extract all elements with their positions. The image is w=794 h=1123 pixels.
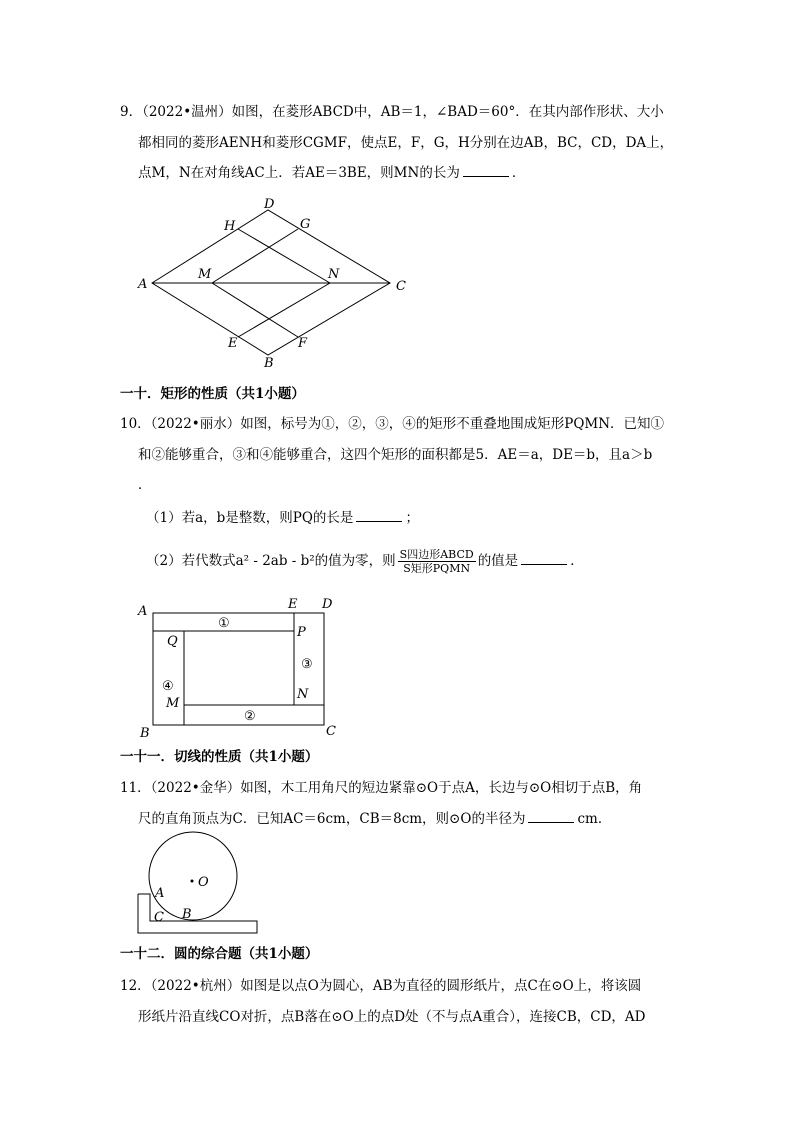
q10-text-line-1: 10．（2022•丽水）如图，标号为①，②，③，④的矩形不重叠地围成矩形PQMN．已知① [120, 416, 665, 432]
q10-label-rect-1: ① [218, 616, 230, 631]
q11-text: 尺的直角顶点为C．已知AC＝6cm，CB＝8cm，则⊙O的半径为 [138, 811, 526, 827]
q10-label-rect-2: ② [244, 709, 256, 724]
q12-text-line-2: 形纸片沿直线CO对折，点B落在⊙O上的点D处（不与点A重合），连接CB，CD，AD [138, 1009, 646, 1025]
section-12-heading: 一十二．圆的综合题（共1小题） [120, 946, 319, 962]
q10-label-rect-3: ③ [301, 657, 313, 672]
q10-label-P: P [297, 625, 306, 640]
q11-center-dot [191, 880, 194, 883]
q10-label-N: N [297, 687, 309, 702]
q11-text-line-1: 11．（2022•金华）如图，木工用角尺的短边紧靠⊙O于点A，长边与⊙O相切于点B，角 [120, 780, 643, 796]
q10-label-A: A [138, 604, 148, 619]
q12-text-line-1: 12．（2022•杭州）如图是以点O为圆心，AB为直径的圆形纸片，点C在⊙O上，将该圆 [120, 978, 642, 994]
q9-end: ． [511, 165, 526, 181]
q9-label-H: H [224, 219, 236, 234]
q10-part-2-end: ． [570, 553, 584, 569]
q9-label-F: F [298, 336, 308, 351]
q10-label-rect-4: ④ [162, 679, 174, 694]
q9-label-B: B [264, 356, 274, 371]
q10-text-line-3: ． [138, 477, 152, 493]
q11-label-O: O [198, 875, 209, 890]
q9-text-line-2: 都相同的菱形AENH和菱形CGMF，使点E，F，G，H分别在边AB，BC，CD，DA上， [138, 135, 674, 151]
q9-label-M: M [198, 267, 212, 282]
q9-label-G: G [300, 217, 311, 232]
q9-label-E: E [228, 336, 238, 351]
q10-part-1-end: ； [405, 510, 419, 526]
q11-label-C: C [154, 910, 164, 925]
q10-text-line-2: 和②能够重合，③和④能够重合，这四个矩形的面积都是5．AE＝a，DE＝b，且a＞b [138, 447, 653, 463]
q10-label-Q: Q [167, 634, 178, 649]
q11-label-B: B [182, 907, 192, 922]
q9-label-N: N [328, 267, 340, 282]
q9-text: 点M，N在对角线AC上．若AE＝3BE，则MN的长为 [138, 165, 460, 181]
q11-end: cm． [577, 811, 612, 827]
q9-label-D: D [264, 197, 275, 212]
q10-label-E: E [288, 597, 298, 612]
q10-label-M: M [166, 696, 180, 711]
section-11-heading: 一十一．切线的性质（共1小题） [120, 749, 319, 765]
section-10-heading: 一十．矩形的性质（共1小题） [120, 386, 305, 402]
q10-part-2-mid: 的值是 [477, 553, 519, 569]
q10-label-B: B [140, 726, 150, 741]
q10-fraction-numerator: S四边形ABCD [399, 548, 474, 561]
q11-label-A: A [155, 886, 165, 901]
q9-label-C: C [396, 279, 406, 294]
q10-label-C: C [326, 724, 336, 739]
q10-part-2-text: （2）若代数式a² - 2ab - b²的值为零，则 [146, 553, 396, 569]
q9-text-line-1: 9．（2022•温州）如图，在菱形ABCD中，AB＝1，∠BAD＝60°．在其内部作形状、大小 [120, 104, 664, 120]
q9-label-A: A [138, 277, 148, 292]
q10-part-1-text: （1）若a，b是整数，则PQ的长是 [146, 510, 354, 526]
q10-label-D: D [322, 597, 333, 612]
q10-fraction-denominator: S矩形PQMN [403, 562, 471, 575]
